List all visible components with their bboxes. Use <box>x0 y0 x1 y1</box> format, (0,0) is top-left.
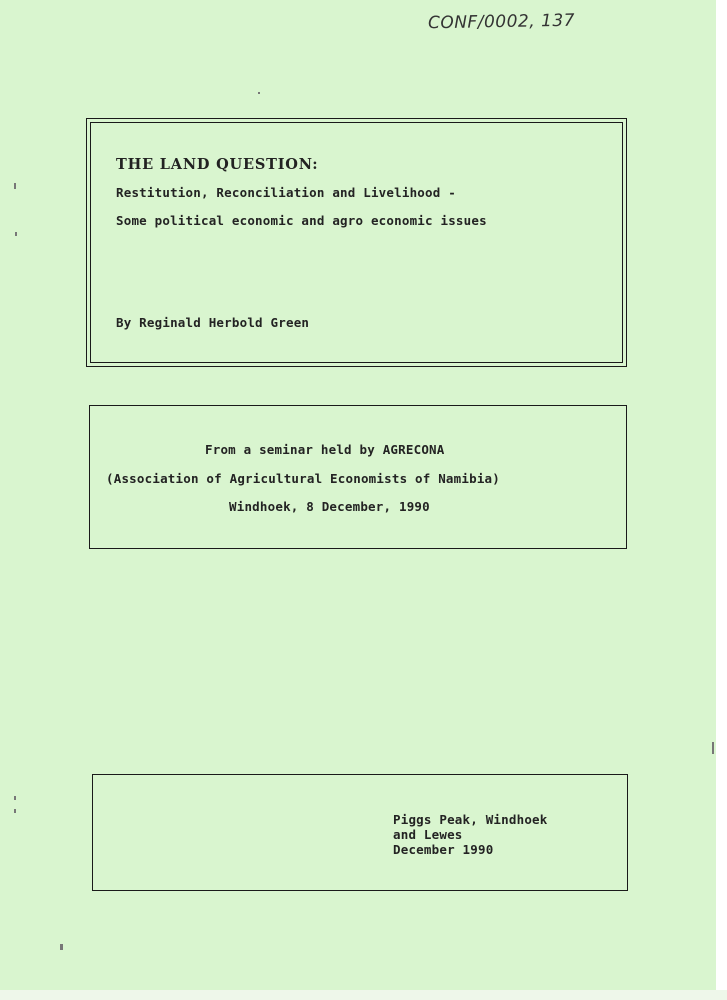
place-line-1: Piggs Peak, Windhoek <box>393 812 548 827</box>
scan-speck <box>15 232 17 236</box>
place-date-box <box>92 774 628 891</box>
scan-speck <box>14 796 16 800</box>
author-line: By Reginald Herbold Green <box>116 315 310 330</box>
seminar-line-2: (Association of Agricultural Economists of Namibia) <box>106 471 501 486</box>
scan-edge-bottom <box>0 990 727 1000</box>
handwritten-reference: CONF/0002, 137 <box>427 10 576 34</box>
subtitle-line-2: Some political economic and agro economic issues <box>116 213 487 228</box>
date-line: December 1990 <box>393 842 494 857</box>
place-line-2: and Lewes <box>393 827 463 842</box>
subtitle-line-1: Restitution, Reconciliation and Livelihood - <box>116 185 456 200</box>
scan-speck <box>60 944 63 950</box>
scan-speck <box>14 183 16 189</box>
scan-edge-right <box>716 0 727 1000</box>
document-title: THE LAND QUESTION: <box>116 156 319 173</box>
scan-speck <box>258 92 260 94</box>
scan-speck <box>712 742 714 754</box>
seminar-line-3: Windhoek, 8 December, 1990 <box>229 499 430 514</box>
scan-speck <box>14 809 16 813</box>
seminar-line-1: From a seminar held by AGRECONA <box>205 442 445 457</box>
